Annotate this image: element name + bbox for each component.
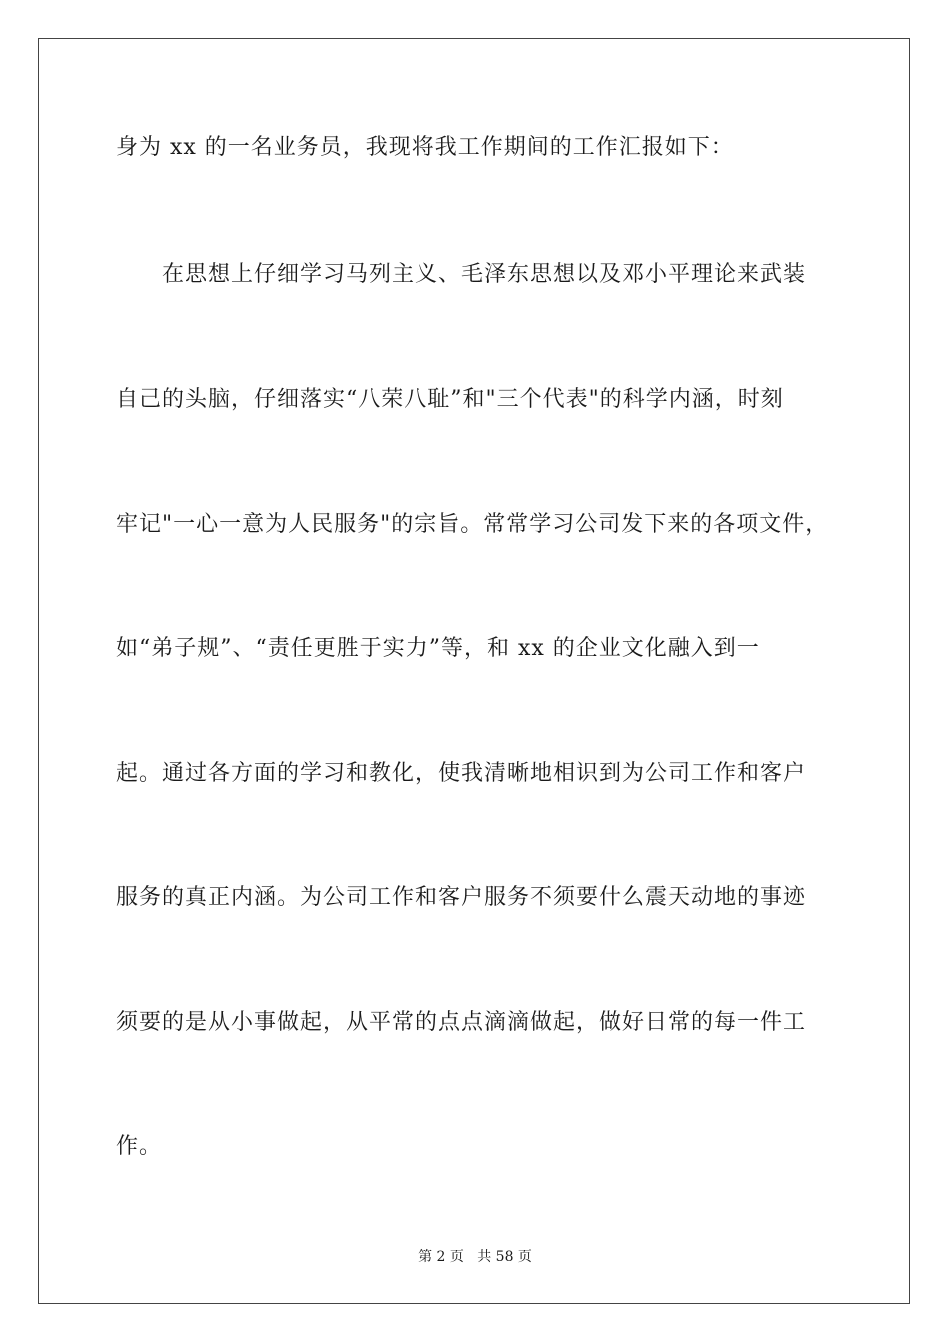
text-line-3: 自己的头脑，仔细落实“八荣八耻”和"三个代表"的科学内涵，时刻 — [116, 387, 784, 412]
text-line-4: 牢记"一心一意为人民服务"的宗旨。常常学习公司发下来的各项文件， — [116, 512, 829, 537]
text-line-2: 在思想上仔细学习马列主义、毛泽东思想以及邓小平理论来武装 — [162, 262, 807, 287]
text-line-5: 如“弟子规”、“责任更胜于实力”等，和 xx 的企业文化融入到一 — [116, 636, 760, 661]
text-line-6: 起。通过各方面的学习和教化，使我清晰地相识到为公司工作和客户 — [116, 761, 807, 786]
text-line-7: 服务的真正内涵。为公司工作和客户服务不须要什么震天动地的事迹 — [116, 885, 807, 910]
text-line-8: 须要的是从小事做起，从平常的点点滴滴做起，做好日常的每一件工 — [116, 1010, 807, 1035]
text-line-9: 作。 — [116, 1134, 163, 1159]
page-number-footer: 第 2 页 共 58 页 — [418, 1249, 532, 1265]
text-line-1: 身为 xx 的一名业务员，我现将我工作期间的工作汇报如下： — [116, 135, 734, 160]
page-border — [38, 38, 910, 1304]
